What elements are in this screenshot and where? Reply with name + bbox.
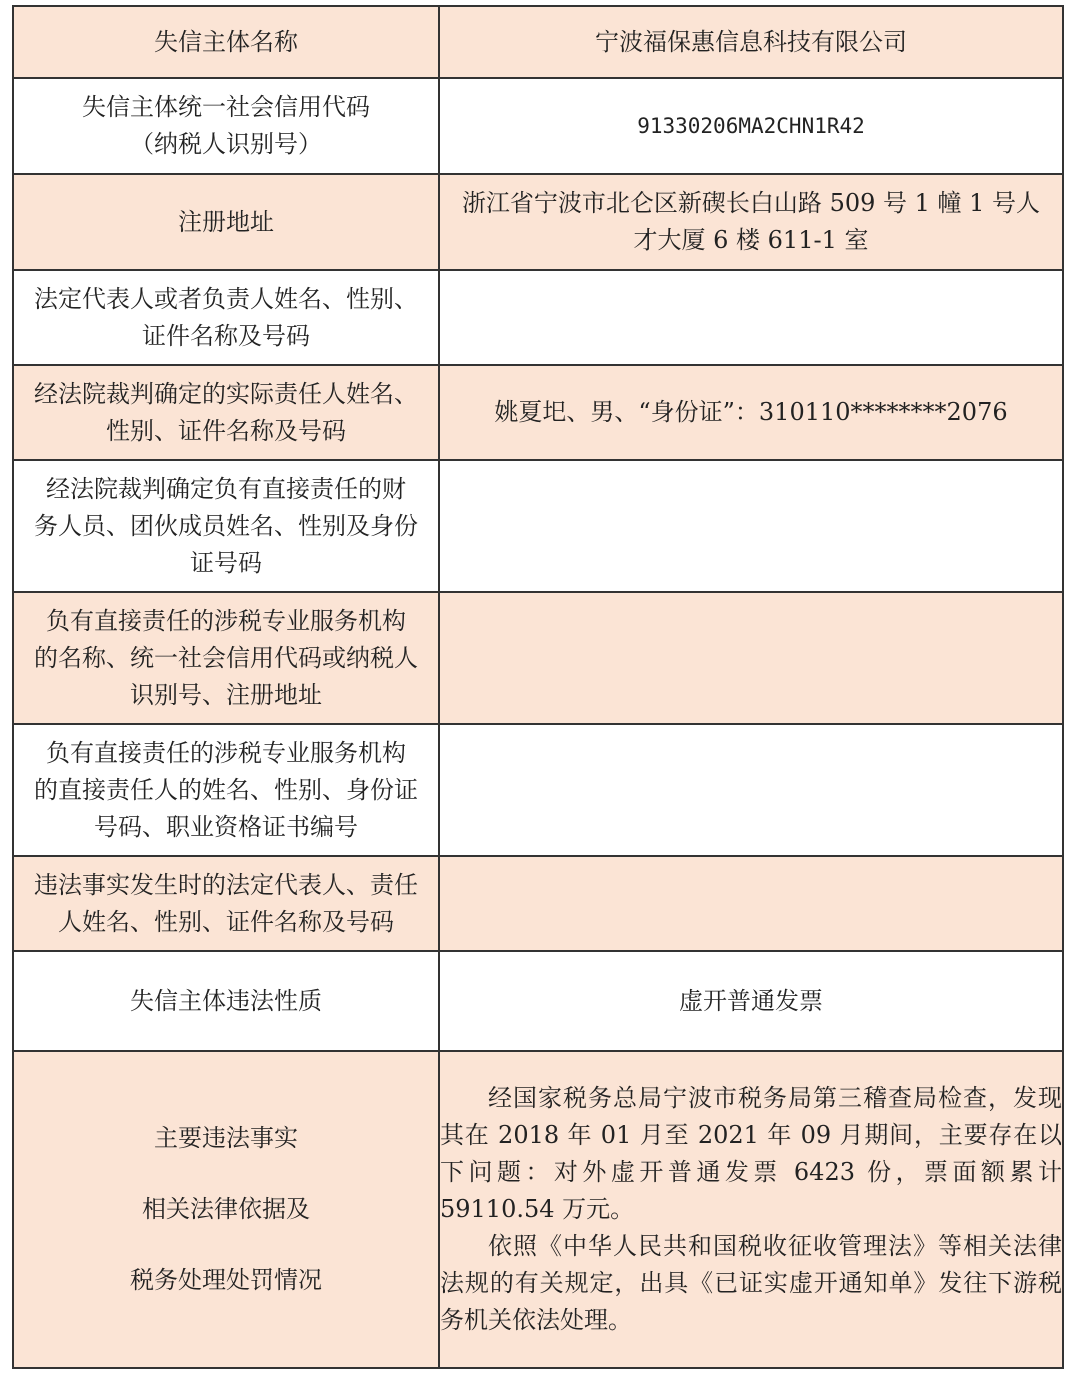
table-row <box>13 270 1063 365</box>
row-label-cell <box>13 270 439 365</box>
row-label-cell <box>13 856 439 951</box>
table-row <box>13 174 1063 270</box>
row-value-cell <box>439 856 1063 951</box>
table-row <box>13 592 1063 724</box>
row-value-cell <box>439 592 1063 724</box>
row-label: 注册地址 <box>178 207 274 236</box>
dishonesty-info-table <box>12 5 1064 1369</box>
row-value: 91330206MA2CHN1R42 <box>637 114 865 138</box>
row-label: 经法院裁判确定的实际责任人姓名、 性别、证件名称及号码 <box>34 379 418 445</box>
table-row <box>13 951 1063 1051</box>
row-label: 违法事实发生时的法定代表人、责任 人姓名、性别、证件名称及号码 <box>34 870 418 936</box>
row-label: 经法院裁判确定负有直接责任的财 务人员、团伙成员姓名、性别及身份 证号码 <box>34 474 418 577</box>
row-label-cell <box>13 951 439 1051</box>
row-value-cell <box>439 78 1063 174</box>
table-row <box>13 365 1063 460</box>
row-value-cell <box>439 724 1063 856</box>
row-label: 失信主体名称 <box>154 27 298 56</box>
row-label-cell <box>13 592 439 724</box>
facts-label: 主要违法事实 <box>154 1124 298 1152</box>
penalty-label: 税务处理处罚情况 <box>130 1266 322 1294</box>
row-value: 浙江省宁波市北仑区新碶长白山路 509 号 1 幢 1 号人 才大厦 6 楼 611-1 室 <box>461 189 1041 254</box>
row-label: 失信主体违法性质 <box>130 986 322 1015</box>
row-value-cell <box>439 6 1063 78</box>
row-label-cell <box>13 460 439 592</box>
row-label-cell <box>13 174 439 270</box>
facts-paragraph: 经国家税务总局宁波市税务局第三稽查局检查，发现其在 2018 年 01 月至 2021 年 09 月期间，主要存在以下问题：对外虚开普通发票 6423 份，票面额累计 59110.54 万元。 <box>440 1084 1062 1223</box>
row-label: 负有直接责任的涉税专业服务机构 的直接责任人的姓名、性别、身份证 号码、职业资格证书编号 <box>34 738 418 841</box>
row-label-cell <box>13 78 439 174</box>
violation-facts-cell <box>439 1051 1063 1368</box>
row-value: 姚夏圯、男、“身份证”：310110********2076 <box>494 398 1008 426</box>
row-value: 虚开普通发票 <box>679 986 823 1015</box>
table-row <box>13 78 1063 174</box>
row-value-cell <box>439 365 1063 460</box>
row-label-cell <box>13 1051 439 1368</box>
row-label-cell <box>13 6 439 78</box>
row-label-cell <box>13 365 439 460</box>
row-value-cell <box>439 174 1063 270</box>
row-label: 负有直接责任的涉税专业服务机构 的名称、统一社会信用代码或纳税人 识别号、注册地址 <box>34 606 418 709</box>
row-value-cell <box>439 460 1063 592</box>
row-value-cell <box>439 951 1063 1051</box>
row-label-cell <box>13 724 439 856</box>
table-row <box>13 856 1063 951</box>
row-value-cell <box>439 270 1063 365</box>
row-value: 宁波福保惠信息科技有限公司 <box>595 27 907 56</box>
table-row-violation-facts <box>13 1051 1063 1368</box>
legal-basis-label: 相关法律依据及 <box>142 1195 310 1223</box>
row-label: 失信主体统一社会信用代码 （纳税人识别号） <box>82 93 370 158</box>
table-row <box>13 460 1063 592</box>
table-row <box>13 724 1063 856</box>
table-row <box>13 6 1063 78</box>
legal-basis-paragraph: 依照《中华人民共和国税收征收管理法》等相关法律法规的有关规定，出具《已证实虚开通知单》发往下游税务机关依法处理。 <box>440 1232 1062 1334</box>
row-label: 法定代表人或者负责人姓名、性别、 证件名称及号码 <box>34 284 418 350</box>
